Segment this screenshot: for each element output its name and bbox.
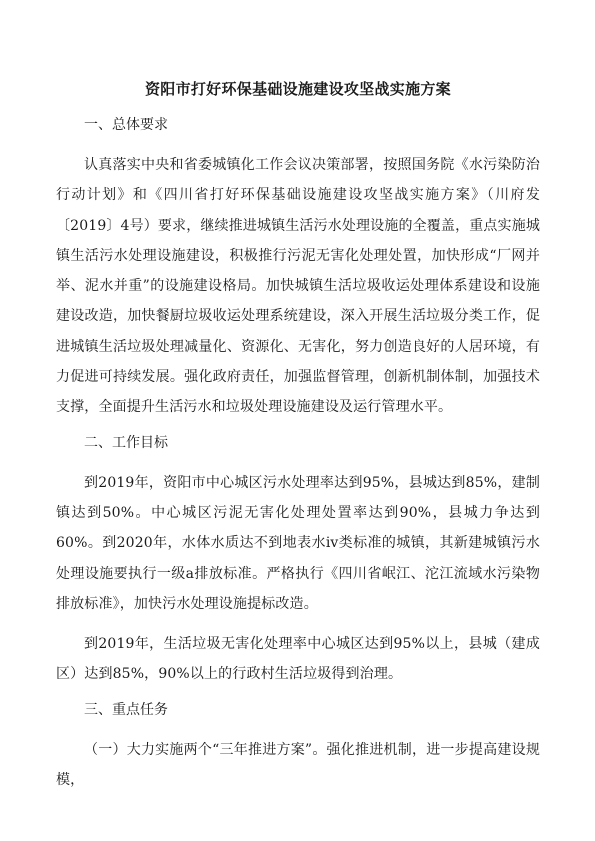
paragraph-work-goals-1: 到2019年，资阳市中心城区污水处理率达到95%，县城达到85%，建制镇达到50%。中心城区污泥无害化处理处置率达到90%，县城力争达到60%。到2020年，水体水质达不到地表水ⅳ类标准的城镇，其新建城镇污水处理设施要执行一级a排放标准。严格执行《四川省岷江、沱江流域水污染物排放标准》，加快污水处理设施提标改造。 [56, 474, 540, 612]
section-heading-key-tasks: 三、重点任务 [84, 701, 168, 718]
paragraph-work-goals-2: 到2019年，生活垃圾无害化处理率中心城区达到95%以上，县城（建成区）达到85%，90%以上的行政村生活垃圾得到治理。 [56, 636, 540, 683]
paragraph-key-tasks-1: （一）大力实施两个“三年推进方案”。强化推进机制，进一步提高建设规模， [56, 741, 540, 789]
paragraph-general-requirements: 认真落实中央和省委城镇化工作会议决策部署，按照国务院《水污染防治行动计划》和《四川省打好环保基础设施建设攻坚战实施方案》（川府发〔2019〕4号）要求，继续推进城镇生活污水处理设施的全覆盖，重点实施城镇生活污水处理设施建设，积极推行污泥无害化处理处置，加快形成“厂网并举、泥水并重”的设施建设格局。加快城镇生活垃圾收运处理体系建设和设施建设改造，加快餐厨垃圾收运处理系统建设，深入开展生活垃圾分类工作，促进城镇生活垃圾处理减量化、资源化、无害化，努力创造良好的人居环境，有力促进可持续发展。强化政府责任，加强监督管理，创新机制体制，加强技术支撑，全面提升生活污水和垃圾处理设施建设及运行管理水平。 [56, 157, 540, 416]
section-heading-general-requirements: 一、总体要求 [84, 117, 168, 133]
document-title: 资阳市打好环保基础设施建设攻坚战实施方案 [144, 80, 451, 98]
section-heading-work-goals: 二、工作目标 [84, 434, 168, 451]
